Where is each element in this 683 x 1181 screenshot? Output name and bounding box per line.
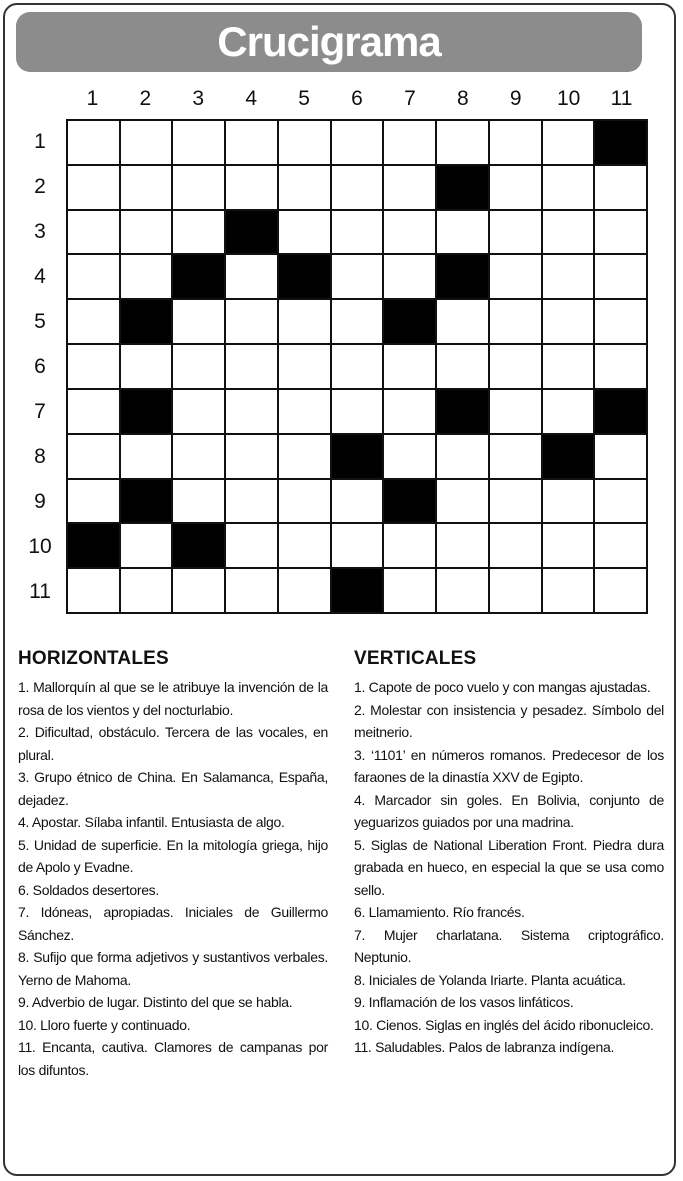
grid-cell[interactable]: [173, 435, 224, 478]
clue-item: 6. Llamamiento. Río francés.: [354, 904, 525, 920]
clue-item: 1. Capote de poco vuelo y con mangas ajustadas.: [354, 679, 651, 695]
row-number: 10: [28, 534, 52, 558]
grid-cell[interactable]: [595, 345, 646, 388]
black-cell: [173, 255, 224, 298]
grid-cell[interactable]: [384, 569, 435, 612]
grid-cell[interactable]: [332, 345, 383, 388]
grid-cell[interactable]: [68, 255, 119, 298]
grid-cell[interactable]: [279, 480, 330, 523]
row-number: 8: [34, 444, 46, 468]
grid-cell[interactable]: [384, 121, 435, 164]
grid-cell[interactable]: [595, 255, 646, 298]
black-cell: [121, 480, 172, 523]
grid-cell[interactable]: [279, 524, 330, 567]
column-number: 9: [509, 87, 522, 110]
column-number: 6: [351, 87, 363, 110]
grid-cell[interactable]: [226, 569, 277, 612]
clue-item: 11. Saludables. Palos de labranza indígena.: [354, 1039, 615, 1055]
grid-cell[interactable]: [226, 524, 277, 567]
grid-cell[interactable]: [543, 345, 594, 388]
grid-cell[interactable]: [543, 255, 594, 298]
clue-item: 2. Molestar con insistencia y pesadez. Símbolo del meitnerio.: [354, 701, 664, 740]
grid-cell[interactable]: [121, 569, 172, 612]
title-banner: [16, 12, 642, 72]
grid-cell[interactable]: [490, 166, 541, 209]
clue-item: 4. Marcador sin goles. En Bolivia, conjunto de yeguarizos guiados por una madrina.: [354, 791, 664, 830]
clue-item: 2. Dificultad, obstáculo. Tercera de las vocales, en plural.: [18, 724, 328, 763]
grid-cell[interactable]: [68, 211, 119, 254]
grid-cell[interactable]: [595, 211, 646, 254]
column-number: 3: [192, 87, 205, 110]
black-cell: [68, 524, 119, 567]
grid-cell[interactable]: [68, 480, 119, 523]
black-cell: [543, 435, 594, 478]
column-number: 4: [245, 87, 258, 110]
clue-item: 4. Apostar. Sílaba infantil. Entusiasta de algo.: [18, 814, 285, 830]
clue-item: 9. Adverbio de lugar. Distinto del que se habla.: [18, 994, 293, 1010]
clue-item: 10. Lloro fuerte y continuado.: [18, 1016, 191, 1033]
grid-cell[interactable]: [543, 121, 594, 164]
row-number: 1: [34, 129, 46, 153]
grid-cell[interactable]: [332, 255, 383, 298]
grid-cell[interactable]: [68, 569, 119, 612]
grid-cell[interactable]: [173, 211, 224, 254]
grid-cell[interactable]: [226, 390, 277, 433]
grid-cell[interactable]: [595, 435, 646, 478]
clue-item: 10. Cienos. Siglas en inglés del ácido ribonucleico.: [354, 1016, 654, 1033]
grid-cell[interactable]: [68, 345, 119, 388]
crossword-grid: [66, 119, 648, 614]
grid-cell[interactable]: [173, 569, 224, 612]
grid-cell[interactable]: [437, 345, 488, 388]
grid-cell[interactable]: [384, 345, 435, 388]
grid-cell[interactable]: [490, 390, 541, 433]
black-cell: [226, 211, 277, 254]
grid-cell[interactable]: [173, 166, 224, 209]
row-number: 6: [34, 354, 46, 378]
column-number: 2: [139, 87, 152, 110]
grid-cell[interactable]: [595, 480, 646, 523]
horizontal-clue-list: [18, 676, 328, 1081]
grid-cell[interactable]: [279, 569, 330, 612]
black-cell: [384, 300, 435, 343]
grid-cell[interactable]: [279, 211, 330, 254]
grid-cell[interactable]: [490, 435, 541, 478]
clue-item: 5. Siglas de National Liberation Front. Piedra dura grabada en hueco, en especial la que se usa como sello.: [354, 836, 664, 898]
clue-item: 8. Sufijo que forma adjetivos y sustantivos verbales. Yerno de Mahoma.: [18, 949, 328, 988]
black-cell: [384, 480, 435, 523]
grid-cell[interactable]: [68, 390, 119, 433]
row-numbers: [20, 119, 60, 614]
grid-cell[interactable]: [279, 121, 330, 164]
grid-cell[interactable]: [68, 121, 119, 164]
clue-item: 7. Mujer charlatana. Sistema criptográfico. Neptunio.: [354, 926, 664, 965]
grid-cell[interactable]: [384, 211, 435, 254]
grid-cell[interactable]: [384, 435, 435, 478]
black-cell: [332, 569, 383, 612]
grid-cell[interactable]: [437, 480, 488, 523]
row-number: 3: [34, 219, 46, 243]
grid-cell[interactable]: [173, 121, 224, 164]
grid-cell[interactable]: [226, 435, 277, 478]
grid-cell[interactable]: [68, 300, 119, 343]
grid-cell[interactable]: [490, 524, 541, 567]
grid-cell[interactable]: [490, 255, 541, 298]
row-number: 7: [34, 399, 46, 423]
row-number: 9: [34, 489, 46, 513]
grid-cell[interactable]: [121, 345, 172, 388]
clue-item: 3. Grupo étnico de China. En Salamanca, España, dejadez.: [18, 769, 328, 808]
grid-cell[interactable]: [226, 345, 277, 388]
column-number: 1: [86, 87, 99, 110]
grid-cell[interactable]: [121, 435, 172, 478]
grid-cell[interactable]: [332, 390, 383, 433]
grid-cell[interactable]: [121, 166, 172, 209]
grid-cell[interactable]: [437, 569, 488, 612]
grid-cell[interactable]: [121, 524, 172, 567]
clue-item: 5. Unidad de superficie. En la mitología griega, hijo de Apolo y Evadne.: [18, 836, 328, 875]
grid-cell[interactable]: [490, 300, 541, 343]
grid-cell[interactable]: [332, 300, 383, 343]
grid-cell[interactable]: [437, 524, 488, 567]
grid-cell[interactable]: [332, 480, 383, 523]
grid-cell[interactable]: [490, 121, 541, 164]
column-number: 11: [610, 87, 633, 110]
black-cell: [332, 435, 383, 478]
grid-cell[interactable]: [121, 121, 172, 164]
grid-cell[interactable]: [226, 121, 277, 164]
grid-cell[interactable]: [226, 480, 277, 523]
grid-cell[interactable]: [490, 211, 541, 254]
row-number: 5: [34, 309, 46, 333]
black-cell: [595, 121, 646, 164]
page-title: Crucigrama: [217, 18, 441, 65]
grid-cell[interactable]: [595, 569, 646, 612]
grid-cell[interactable]: [279, 435, 330, 478]
clue-item: 9. Inflamación de los vasos linfáticos.: [354, 994, 574, 1010]
grid-cell[interactable]: [173, 300, 224, 343]
black-cell: [173, 524, 224, 567]
grid-cell[interactable]: [332, 121, 383, 164]
clue-item: 1. Mallorquín al que se le atribuye la invención de la rosa de los vientos y del nocturlabio.: [18, 679, 328, 718]
grid-cell[interactable]: [490, 345, 541, 388]
grid-cell[interactable]: [595, 166, 646, 209]
column-number: 8: [456, 87, 469, 110]
grid-cell[interactable]: [332, 524, 383, 567]
grid-cell[interactable]: [173, 480, 224, 523]
grid-cell[interactable]: [543, 390, 594, 433]
grid-cell[interactable]: [121, 255, 172, 298]
grid-cell[interactable]: [543, 524, 594, 567]
grid-cell[interactable]: [226, 166, 277, 209]
grid-cell[interactable]: [384, 524, 435, 567]
grid-cell[interactable]: [595, 524, 646, 567]
vertical-clue-list: [354, 676, 664, 1059]
black-cell: [437, 255, 488, 298]
column-number: 7: [404, 87, 416, 110]
grid-cell[interactable]: [543, 480, 594, 523]
grid-cell[interactable]: [68, 166, 119, 209]
black-cell: [595, 390, 646, 433]
black-cell: [279, 255, 330, 298]
black-cell: [121, 300, 172, 343]
grid-cell[interactable]: [384, 255, 435, 298]
grid-cell[interactable]: [543, 569, 594, 612]
grid-cell[interactable]: [279, 345, 330, 388]
column-number: 10: [556, 87, 581, 110]
grid-cell[interactable]: [332, 211, 383, 254]
grid-cell[interactable]: [437, 211, 488, 254]
clue-item: 8. Iniciales de Yolanda Iriarte. Planta acuática.: [354, 971, 626, 988]
grid-cell[interactable]: [279, 166, 330, 209]
row-number: 11: [29, 579, 51, 603]
horizontal-clues: [18, 648, 328, 1081]
black-cell: [437, 166, 488, 209]
grid-cell[interactable]: [279, 390, 330, 433]
grid-cell[interactable]: [121, 211, 172, 254]
grid-cell[interactable]: [226, 300, 277, 343]
grid-cell[interactable]: [68, 435, 119, 478]
grid-cell[interactable]: [332, 166, 383, 209]
grid-cell[interactable]: [173, 390, 224, 433]
row-number: 4: [34, 264, 46, 288]
vertical-clues: [354, 648, 664, 1059]
black-cell: [437, 390, 488, 433]
column-number: 5: [298, 87, 310, 110]
grid-cell[interactable]: [173, 345, 224, 388]
grid-cell[interactable]: [279, 300, 330, 343]
grid-cell[interactable]: [543, 166, 594, 209]
vertical-heading: VERTICALES: [354, 648, 477, 669]
black-cell: [121, 390, 172, 433]
grid-cell[interactable]: [437, 121, 488, 164]
grid-cell[interactable]: [490, 569, 541, 612]
grid-cell[interactable]: [490, 480, 541, 523]
clue-item: 3. ‘1101’ en números romanos. Predecesor de los faraones de la dinastía XXV de Egipto.: [354, 746, 664, 785]
grid-cell[interactable]: [543, 211, 594, 254]
clue-item: 7. Idóneas, apropiadas. Iniciales de Guillermo Sánchez.: [18, 904, 328, 943]
clue-item: 11. Encanta, cautiva. Clamores de campanas por los difuntos.: [18, 1039, 328, 1078]
grid-cell[interactable]: [226, 255, 277, 298]
clue-item: 6. Soldados desertores.: [18, 881, 159, 898]
grid-cell[interactable]: [595, 300, 646, 343]
column-numbers: [66, 84, 648, 114]
row-number: 2: [34, 174, 46, 198]
grid-cell[interactable]: [543, 300, 594, 343]
grid-cell[interactable]: [437, 435, 488, 478]
horizontal-heading: HORIZONTALES: [18, 648, 169, 669]
grid-cell[interactable]: [437, 300, 488, 343]
grid-cell[interactable]: [384, 166, 435, 209]
grid-cell[interactable]: [384, 390, 435, 433]
